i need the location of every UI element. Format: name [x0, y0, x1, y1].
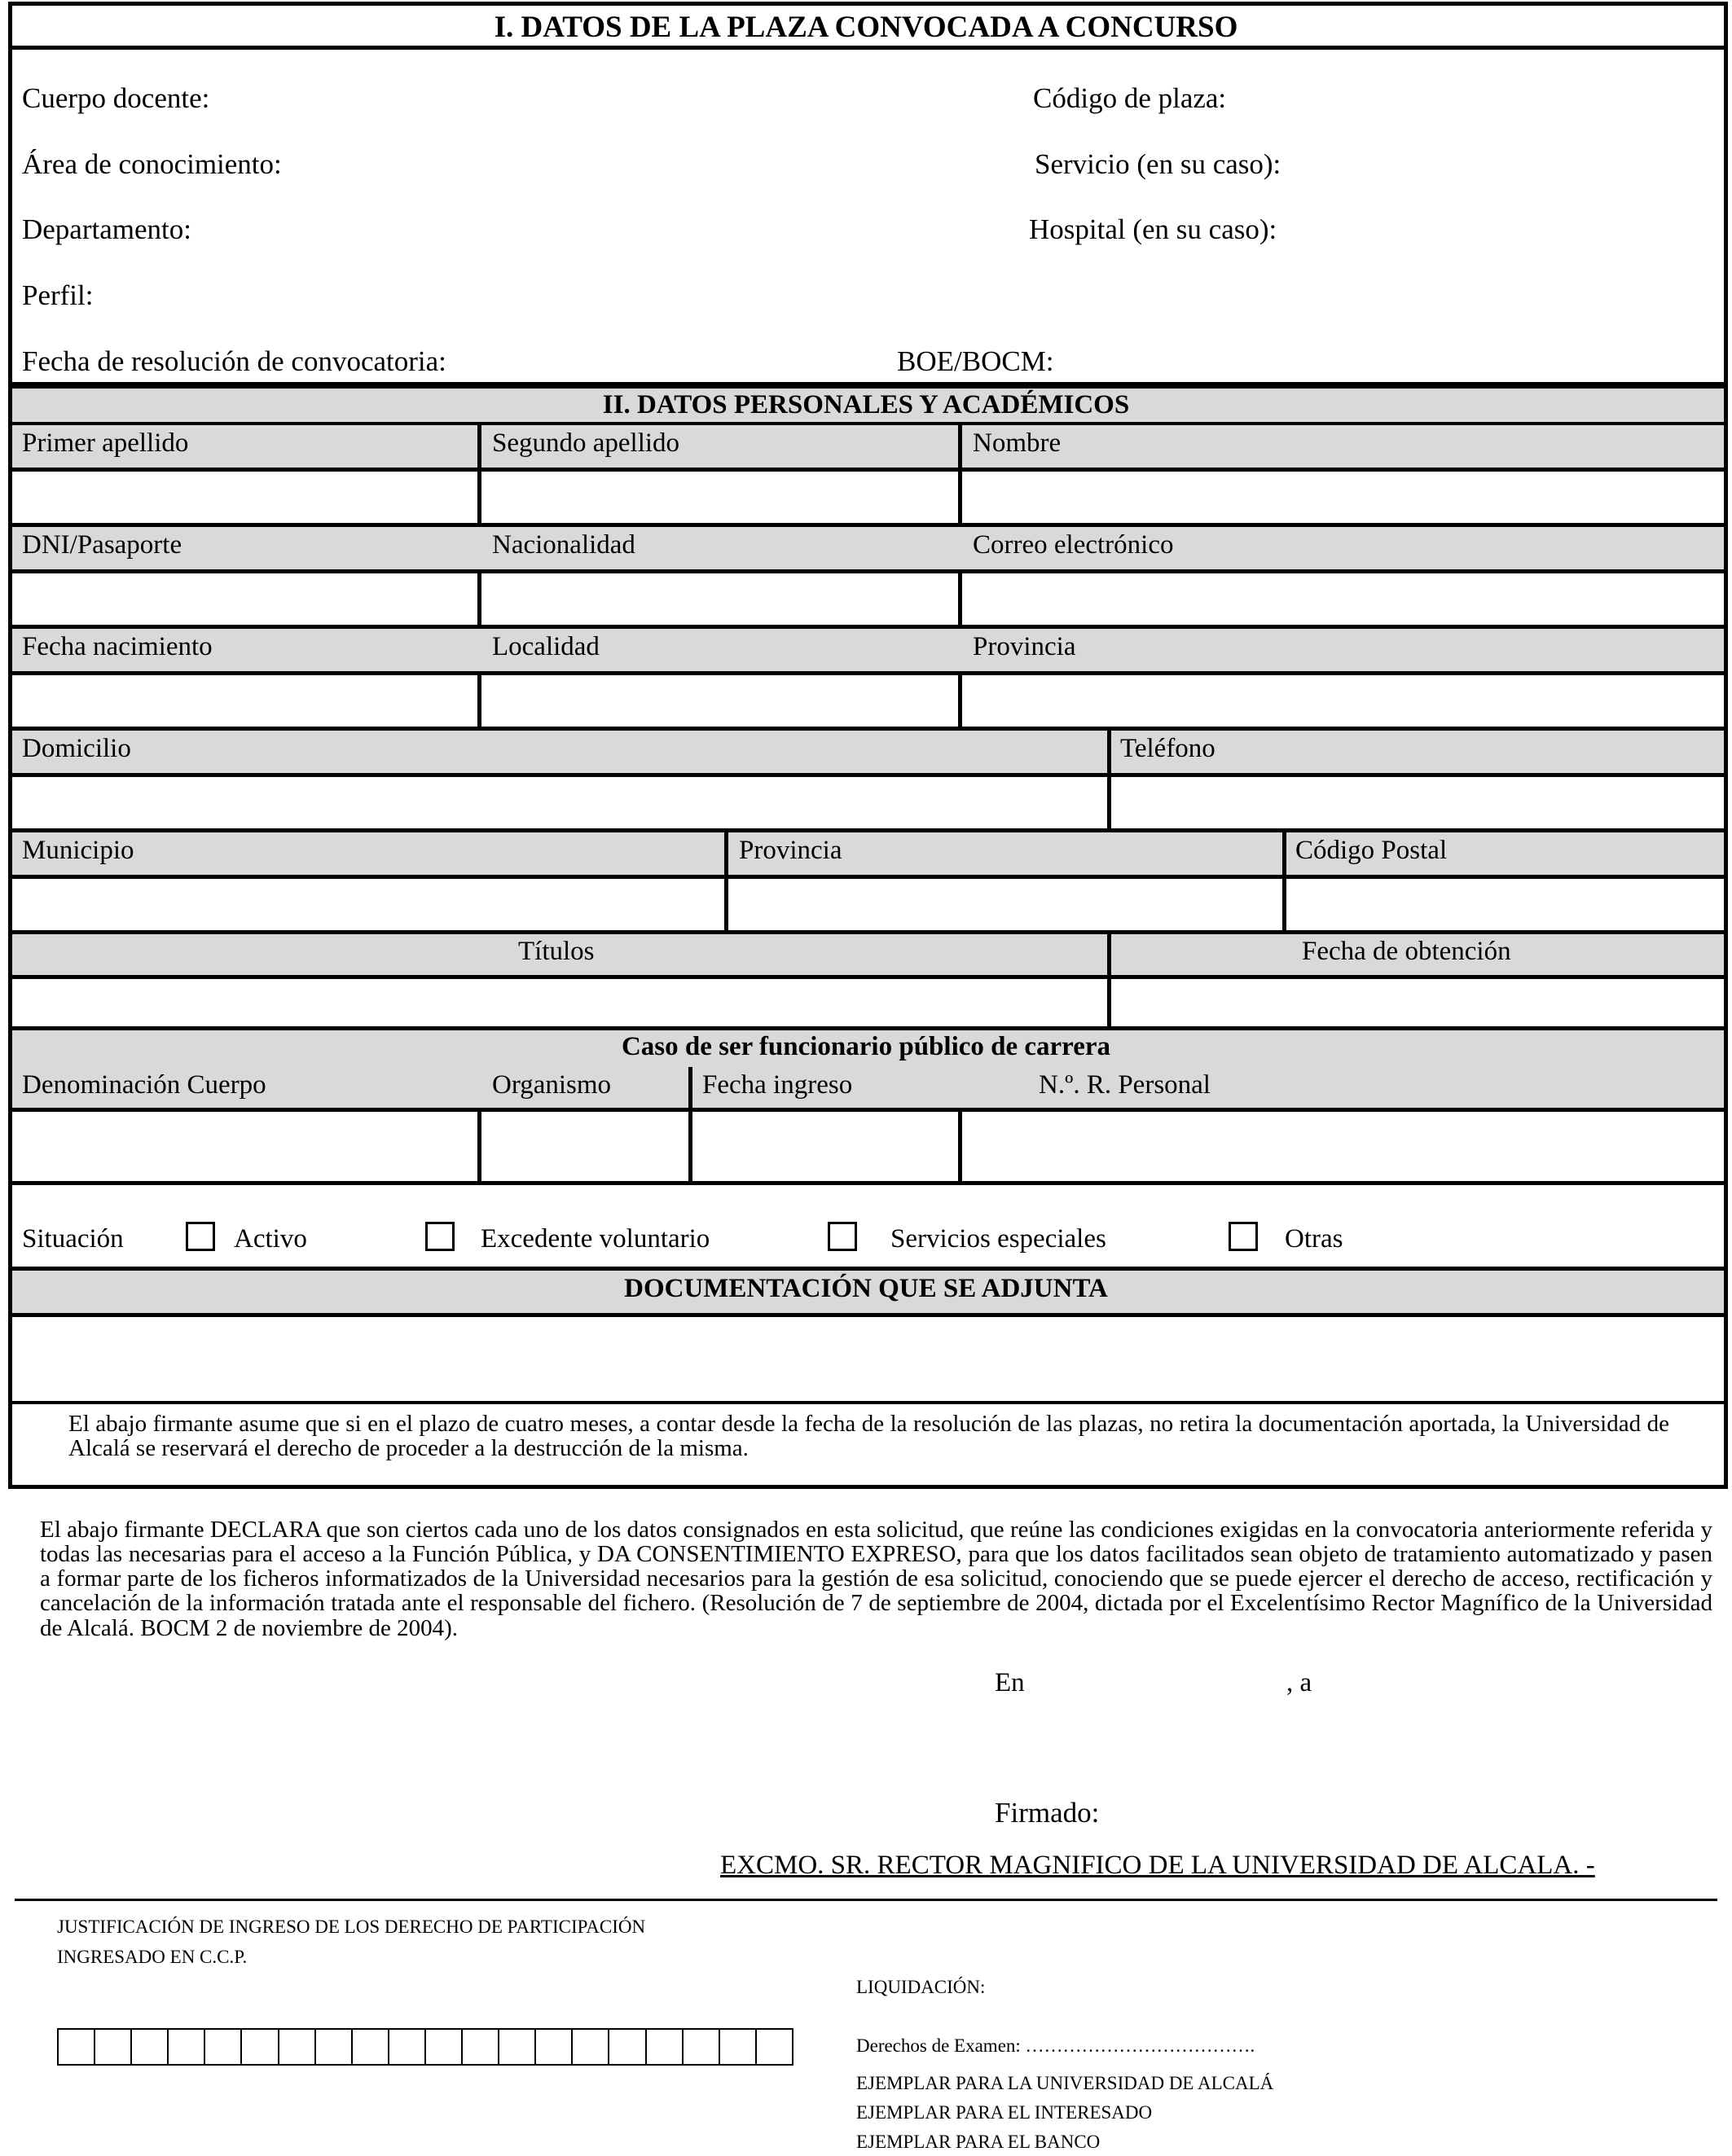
- hospital-label: Hospital (en su caso):: [1029, 213, 1277, 245]
- correo-field[interactable]: [962, 573, 1724, 625]
- denominacion-cuerpo-field[interactable]: [12, 1112, 477, 1181]
- ejemplar-universidad: EJEMPLAR PARA LA UNIVERSIDAD DE ALCALÁ: [856, 2073, 1274, 2093]
- localidad-field[interactable]: [481, 675, 958, 727]
- servicios-especiales-checkbox[interactable]: [828, 1222, 857, 1251]
- localidad-label: Localidad: [492, 632, 600, 661]
- servicios-especiales-label: Servicios especiales: [890, 1224, 1106, 1254]
- organismo-field[interactable]: [481, 1112, 688, 1181]
- correo-label: Correo electrónico: [973, 530, 1174, 560]
- divider: [8, 1401, 1728, 1404]
- divider: [688, 1067, 692, 1108]
- segundo-apellido-label: Segundo apellido: [492, 428, 680, 458]
- municipio-label: Municipio: [22, 836, 134, 865]
- justificacion-line1: JUSTIFICACIÓN DE INGRESO DE LOS DERECHO DE PARTICIPACIÓN: [57, 1917, 646, 1937]
- servicio-label: Servicio (en su caso):: [1035, 148, 1281, 180]
- section1-box: [8, 2, 1728, 386]
- firma-area[interactable]: [1124, 1784, 1695, 1833]
- fecha-obtencion-label: Fecha de obtención: [1302, 937, 1511, 966]
- section1-title-divider: [8, 46, 1728, 50]
- codigo-plaza-label: Código de plaza:: [1033, 82, 1227, 114]
- primer-apellido-label: Primer apellido: [22, 428, 189, 458]
- row2-header: [12, 527, 1724, 569]
- documentacion-title: DOCUMENTACIÓN QUE SE ADJUNTA: [624, 1274, 1108, 1303]
- codigo-postal-field[interactable]: [1286, 879, 1724, 930]
- nombre-label: Nombre: [973, 428, 1062, 458]
- fecha-ingreso-field[interactable]: [692, 1112, 958, 1181]
- dni-field[interactable]: [12, 573, 477, 625]
- dni-label: DNI/Pasaporte: [22, 530, 182, 560]
- otras-checkbox[interactable]: [1229, 1222, 1258, 1251]
- row1-header: [12, 425, 1724, 468]
- section2-title: II. DATOS PERSONALES Y ACADÉMICOS: [602, 390, 1130, 419]
- justificacion-line2: INGRESADO EN C.C.P.: [57, 1947, 248, 1967]
- section1-title: I. DATOS DE LA PLAZA CONVOCADA A CONCURSO: [494, 11, 1238, 44]
- boe-bocm-label: BOE/BOCM:: [897, 345, 1054, 377]
- derechos-examen: Derechos de Examen: ……………………………….: [856, 2035, 1255, 2056]
- primer-apellido-field[interactable]: [12, 472, 477, 527]
- municipio-field[interactable]: [12, 879, 724, 930]
- departamento-label: Departamento:: [22, 213, 191, 245]
- codigo-postal-label: Código Postal: [1295, 836, 1448, 865]
- nacionalidad-label: Nacionalidad: [492, 530, 635, 560]
- nrp-field[interactable]: [962, 1112, 1724, 1181]
- perfil-label: Perfil:: [22, 279, 94, 311]
- provincia-label: Provincia: [973, 632, 1076, 661]
- domicilio-label: Domicilio: [22, 734, 131, 763]
- fecha-nacimiento-label: Fecha nacimiento: [22, 632, 213, 661]
- ejemplar-interesado: EJEMPLAR PARA EL INTERESADO: [856, 2102, 1153, 2123]
- titulos-label: Títulos: [518, 937, 595, 966]
- telefono-field[interactable]: [1111, 777, 1724, 828]
- lugar-en: En: [995, 1668, 1025, 1697]
- nombre-field[interactable]: [962, 472, 1724, 527]
- provincia-domicilio-label: Provincia: [739, 836, 842, 865]
- activo-label: Activo: [234, 1224, 307, 1254]
- liquidacion-title: LIQUIDACIÓN:: [856, 1977, 986, 1997]
- row5-header: [12, 832, 1724, 875]
- fecha-ingreso-label: Fecha ingreso: [702, 1070, 853, 1100]
- otras-label: Otras: [1285, 1224, 1343, 1254]
- situacion-label: Situación: [22, 1224, 124, 1254]
- domicilio-field[interactable]: [12, 777, 1107, 828]
- provincia-domicilio-field[interactable]: [728, 879, 1282, 930]
- segundo-apellido-field[interactable]: [481, 472, 958, 527]
- fecha-obtencion-field[interactable]: [1111, 979, 1724, 1026]
- documentacion-notice: El abajo firmante asume que si en el plazo de cuatro meses, a contar desde la fecha de la resolución de las plazas, no retira la documentación aportada, la Universidad de Alcalá se reservará el derecho de proceder a la destrucción de la misma.: [68, 1411, 1669, 1462]
- organismo-label: Organismo: [492, 1070, 612, 1100]
- excedente-label: Excedente voluntario: [481, 1224, 710, 1254]
- fecha-nacimiento-field[interactable]: [12, 675, 477, 727]
- titulos-field[interactable]: [12, 979, 1107, 1026]
- provincia-field[interactable]: [962, 675, 1724, 727]
- destinatario: EXCMO. SR. RECTOR MAGNIFICO DE LA UNIVERSIDAD DE ALCALA. -: [720, 1851, 1595, 1880]
- row4-header: [12, 731, 1724, 773]
- area-conocimiento-label: Área de conocimiento:: [22, 148, 282, 180]
- denominacion-cuerpo-label: Denominación Cuerpo: [22, 1070, 266, 1100]
- documentacion-field[interactable]: [12, 1317, 1724, 1401]
- telefono-label: Teléfono: [1120, 734, 1215, 763]
- divider: [8, 1181, 1728, 1185]
- firmado-label: Firmado:: [995, 1797, 1100, 1829]
- declaracion-text: El abajo firmante DECLARA que son ciertos cada uno de los datos consignados en esta solicitud, que reúne las condiciones exigidas en la convocatoria anteriormente referida y todas las necesarias para el acceso a la Función Pública, y DA CONSENTIMIENTO EXPRESO, para que los datos facilitados sean objeto de tratamiento automatizado y pasen a formar parte de los ficheros informatizados de la Universidad necesarios para la gestión de esa solicitud, conociendo que se puede ejercer el derecho de acceso, rectificación y cancelación de la información tratada ante el responsable del fichero. (Resolución de 7 de septiembre de 2004, dictada por el Excelentísimo Rector Magnífico de la Universidad de Alcalá. BOCM 2 de noviembre de 2004).: [40, 1517, 1712, 1641]
- funcionario-title: Caso de ser funcionario público de carrera: [621, 1032, 1111, 1061]
- row3-header: [12, 629, 1724, 671]
- fecha-resolucion-label: Fecha de resolución de convocatoria:: [22, 345, 446, 377]
- nacionalidad-field[interactable]: [481, 573, 958, 625]
- activo-checkbox[interactable]: [186, 1222, 215, 1251]
- nrp-label: N.º. R. Personal: [1039, 1070, 1211, 1100]
- ejemplar-banco: EJEMPLAR PARA EL BANCO: [856, 2132, 1101, 2152]
- ccp-boxes[interactable]: [57, 2028, 793, 2066]
- excedente-checkbox[interactable]: [425, 1222, 455, 1251]
- cuerpo-docente-label: Cuerpo docente:: [22, 82, 210, 114]
- lugar-a: , a: [1286, 1668, 1312, 1697]
- footer-separator: [15, 1899, 1717, 1901]
